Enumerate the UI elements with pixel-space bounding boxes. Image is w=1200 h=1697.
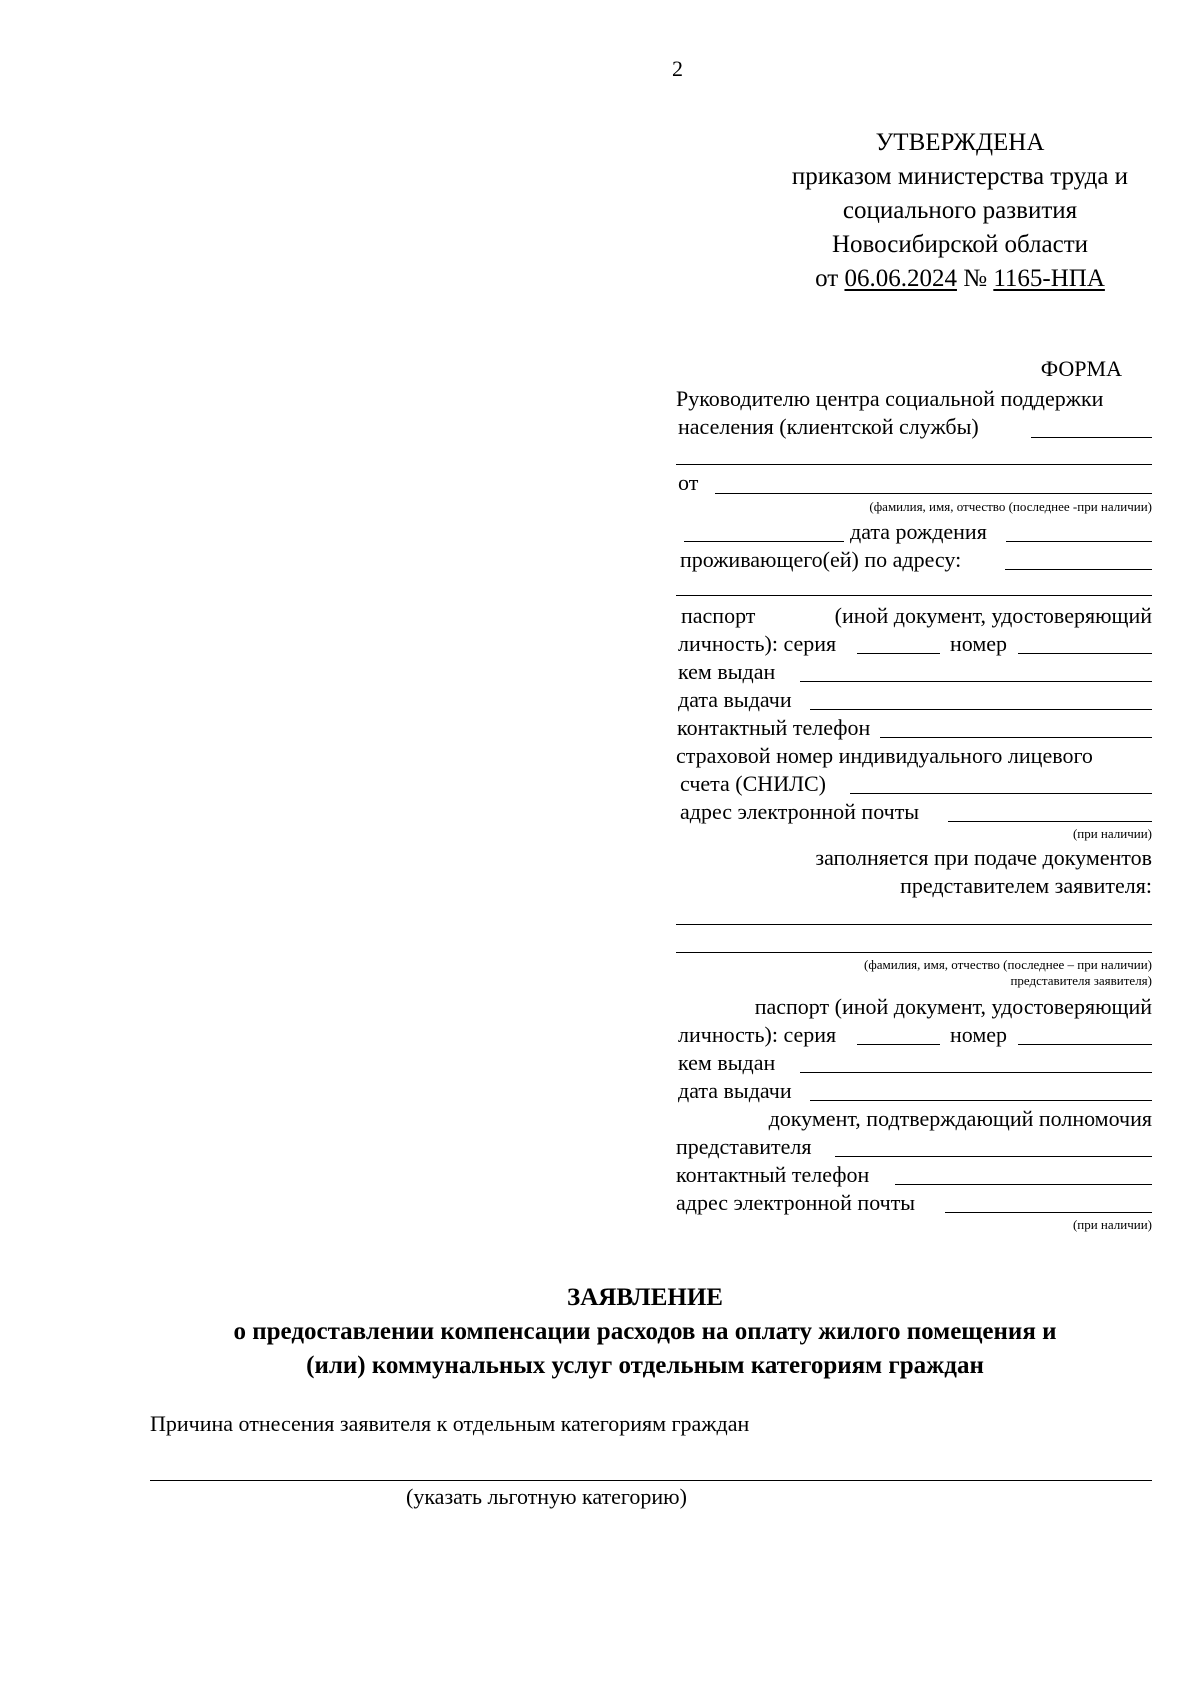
rep-phone-label: контактный телефон xyxy=(676,1162,870,1187)
rep-authority-label-2: представителя xyxy=(676,1134,812,1159)
reason-label: Причина отнесения заявителя к отдельным категориям граждан xyxy=(150,1411,750,1436)
representative-name-field-2[interactable] xyxy=(676,952,1152,953)
passport-series-label: личность): серия xyxy=(678,631,837,656)
rep-authority-label: документ, подтверждающий полномочия xyxy=(768,1106,1152,1131)
snils-label: страховой номер индивидуального лицевого xyxy=(676,743,1093,768)
phone-label: контактный телефон xyxy=(677,715,871,740)
approval-line1: приказом министерства труда и xyxy=(791,163,1129,190)
address-label: проживающего(ей) по адресу: xyxy=(680,547,962,572)
addressee-field-2[interactable] xyxy=(676,464,1152,465)
representative-name-hint-2: представителя заявителя) xyxy=(1010,973,1152,988)
birth-date-label: дата рождения xyxy=(850,519,987,544)
rep-phone-field[interactable] xyxy=(895,1184,1152,1185)
statement-subtitle-2: (или) коммунальных услуг отдельным категориям граждан xyxy=(306,1352,984,1379)
passport-number-label: номер xyxy=(950,631,1008,656)
rep-email-label: адрес электронной почты xyxy=(676,1190,916,1215)
rep-email-hint: (при наличии) xyxy=(1072,1217,1152,1232)
representative-name-hint: (фамилия, имя, отчество (последнее – при наличии) xyxy=(864,957,1152,972)
address-field[interactable] xyxy=(1005,569,1152,570)
email-label: адрес электронной почты xyxy=(680,799,920,824)
rep-email-field[interactable] xyxy=(945,1212,1152,1213)
approval-line2: социального развития xyxy=(842,197,1078,224)
approval-date: 06.06.2024 xyxy=(844,265,957,292)
addressee-line1: Руководителю центра социальной поддержки xyxy=(676,386,1104,411)
applicant-name-field[interactable] xyxy=(715,493,1152,494)
representative-intro-2: представителем заявителя: xyxy=(900,873,1152,898)
rep-issue-date-label: дата выдачи xyxy=(678,1078,792,1103)
statement-title: ЗАЯВЛЕНИЕ xyxy=(567,1284,723,1311)
rep-passport-number-field[interactable] xyxy=(1018,1044,1152,1045)
issued-by-label: кем выдан xyxy=(678,659,776,684)
addressee-line2: населения (клиентской службы) xyxy=(678,414,979,439)
issue-date-field[interactable] xyxy=(810,709,1152,710)
rep-authority-field[interactable] xyxy=(835,1156,1152,1157)
snils-label-2: счета (СНИЛС) xyxy=(680,771,826,796)
rep-passport-series-field[interactable] xyxy=(857,1044,940,1045)
representative-intro: заполняется при подаче документов xyxy=(815,845,1152,870)
email-field[interactable] xyxy=(948,821,1152,822)
addressee-field[interactable] xyxy=(1031,437,1152,438)
snils-field[interactable] xyxy=(850,793,1152,794)
rep-issued-by-label: кем выдан xyxy=(678,1050,776,1075)
rep-passport-number-label: номер xyxy=(950,1022,1008,1047)
approval-number: 1165-НПА xyxy=(993,265,1105,292)
issued-by-field[interactable] xyxy=(800,681,1152,682)
approval-date-line xyxy=(700,264,1200,294)
passport-label: паспорт xyxy=(681,603,756,628)
applicant-name-hint: (фамилия, имя, отчество (последнее -при наличии) xyxy=(869,499,1152,514)
email-hint: (при наличии) xyxy=(1072,826,1152,841)
passport-label-cont: (иной документ, удостоверяющий xyxy=(834,603,1152,628)
statement-subtitle: о предоставлении компенсации расходов на оплату жилого помещения и xyxy=(233,1318,1057,1345)
rep-issued-by-field[interactable] xyxy=(800,1072,1152,1073)
approval-title: УТВЕРЖДЕНА xyxy=(875,129,1045,156)
form-label: ФОРМА xyxy=(1040,356,1122,381)
approval-line3: Новосибирской области xyxy=(831,231,1089,258)
category-hint: (указать льготную категорию) xyxy=(406,1484,687,1509)
rep-issue-date-field[interactable] xyxy=(810,1100,1152,1101)
category-field[interactable] xyxy=(150,1480,1152,1481)
applicant-extra-field[interactable] xyxy=(684,541,844,542)
address-field-2[interactable] xyxy=(676,595,1152,596)
from-label: от xyxy=(678,470,699,495)
passport-number-field[interactable] xyxy=(1018,653,1152,654)
approval-num-sign: № xyxy=(963,265,988,292)
rep-passport-series-label: личность): серия xyxy=(678,1022,837,1047)
birth-date-field[interactable] xyxy=(1006,541,1152,542)
approval-from: от xyxy=(815,265,839,292)
issue-date-label: дата выдачи xyxy=(678,687,792,712)
phone-field[interactable] xyxy=(880,737,1152,738)
rep-passport-label: паспорт (иной документ, удостоверяющий xyxy=(754,994,1152,1019)
page-number: 2 xyxy=(672,56,683,81)
representative-name-field[interactable] xyxy=(676,924,1152,925)
passport-series-field[interactable] xyxy=(857,653,940,654)
